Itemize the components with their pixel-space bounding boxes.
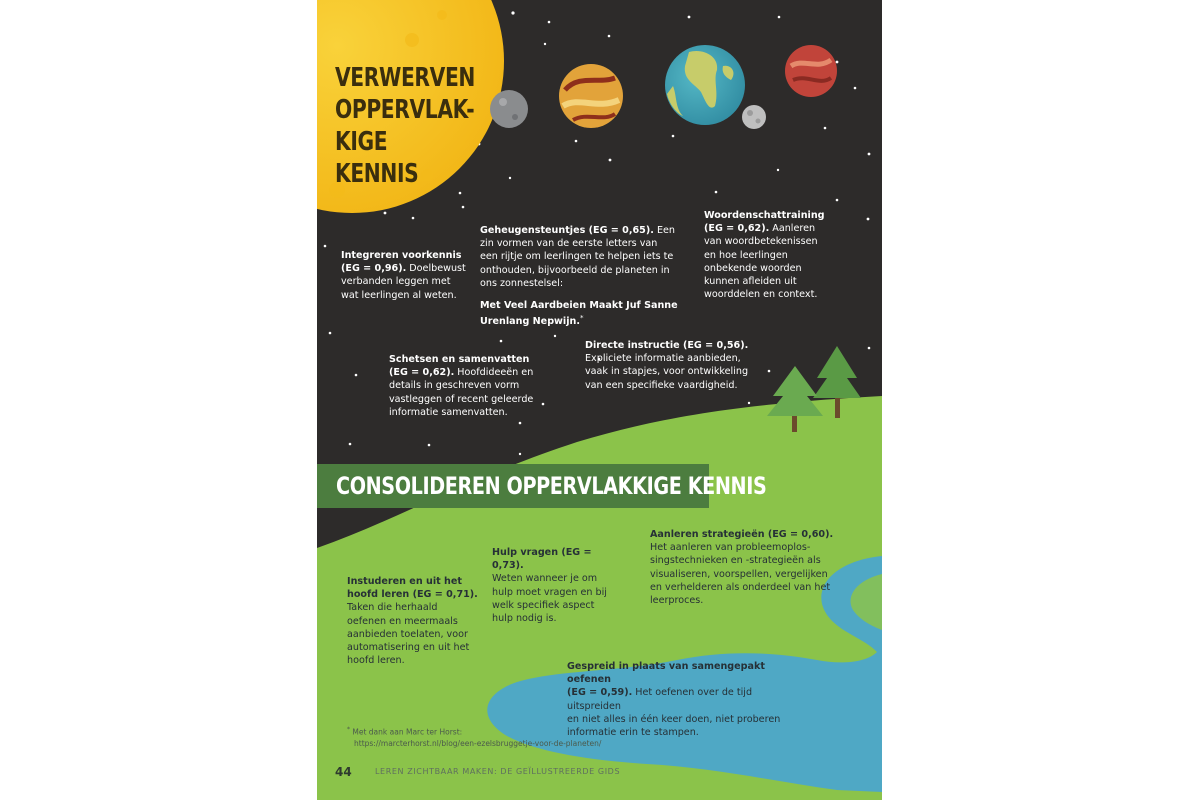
heading-line: OPPERVLAK- xyxy=(335,95,475,125)
block-geheugensteuntjes: Geheugensteuntjes (EG = 0,65). Een zin vormen van de eerste letters van een rijtje om leerlingen te helpen iets te onthouden, bijvoorbeeld de planeten in ons zonnestelsel: Met Veel Aardbeien Maakt Juf Sanne Urenlang Nepwijn.* xyxy=(480,225,678,328)
block-aanleren-strategieen: Aanleren strategieën (EG = 0,60). Het aanleren van probleemoplos- singstechnieken en -strategieën als visualiseren, voorspellen, vergelijken en verhelderen als onderdeel van het leerproces. xyxy=(650,529,834,607)
footnote-link[interactable]: https://marcterhorst.nl/blog/een-ezelsbruggetje-voor-de-planeten/ xyxy=(354,738,602,748)
heading-consolidate-surface-knowledge: CONSOLIDEREN OPPERVLAKKIGE KENNIS xyxy=(336,472,767,500)
heading-line: KIGE KENNIS xyxy=(335,127,419,189)
block-schetsen-samenvatten: Schetsen en samenvatten (EG = 0,62). Hoofdideeën en details in geschreven vorm vastleggen of recent geleerde informatie samenvatten. xyxy=(389,354,534,418)
block-hulp-vragen: Hulp vragen (EG = 0,73). Weten wanneer je om hulp moet vragen en bij welk specifiek aspect hulp nodig is. xyxy=(492,547,607,625)
planet-mercury xyxy=(490,90,528,128)
planet-mars xyxy=(785,45,837,97)
block-integreren-voorkennis: Integreren voorkennis (EG = 0,96). Doelbewust verbanden leggen met wat leerlingen al weten. xyxy=(341,250,466,301)
heading-line: VERWERVEN xyxy=(335,63,476,93)
block-directe-instructie: Directe instructie (EG = 0,56). Expliciete informatie aanbieden, vaak in stapjes, voor ontwikkeling van een specifieke vaardigheid. xyxy=(585,340,749,391)
running-title: LEREN ZICHTBAAR MAKEN: DE GEÏLLUSTREERDE GIDS xyxy=(375,767,621,776)
planet-venus xyxy=(559,64,623,128)
page-number: 44 xyxy=(335,765,352,779)
heading-acquire-surface-knowledge xyxy=(335,62,476,190)
footnote: * Met dank aan Marc ter Horst: https://marcterhorst.nl/blog/een-ezelsbruggetje-voor-de-planeten/ xyxy=(347,726,602,748)
book-page xyxy=(317,0,882,800)
mnemonic: Met Veel Aardbeien Maakt Juf Sanne xyxy=(480,300,678,312)
block-instuderen: Instuderen en uit het hoofd leren (EG = 0,71). Taken die herhaald oefenen en meermaals aanbieden toelaten, voor automatisering en uit het hoofd leren. xyxy=(347,576,478,667)
block-woordenschattraining: Woordenschattraining (EG = 0,62). Aanleren van woordbetekenissen en hoe leerlingen onbekende woorden kunnen afleiden uit woorddelen en context. xyxy=(704,210,825,301)
block-gespreid-oefenen: Gespreid in plaats van samengepakt oefenen (EG = 0,59). Het oefenen over de tijd uitspreiden en niet alles in één keer doen, niet proberen informatie erin te stampen. xyxy=(567,661,781,739)
planet-moon xyxy=(742,105,766,129)
planet-earth xyxy=(665,45,745,125)
